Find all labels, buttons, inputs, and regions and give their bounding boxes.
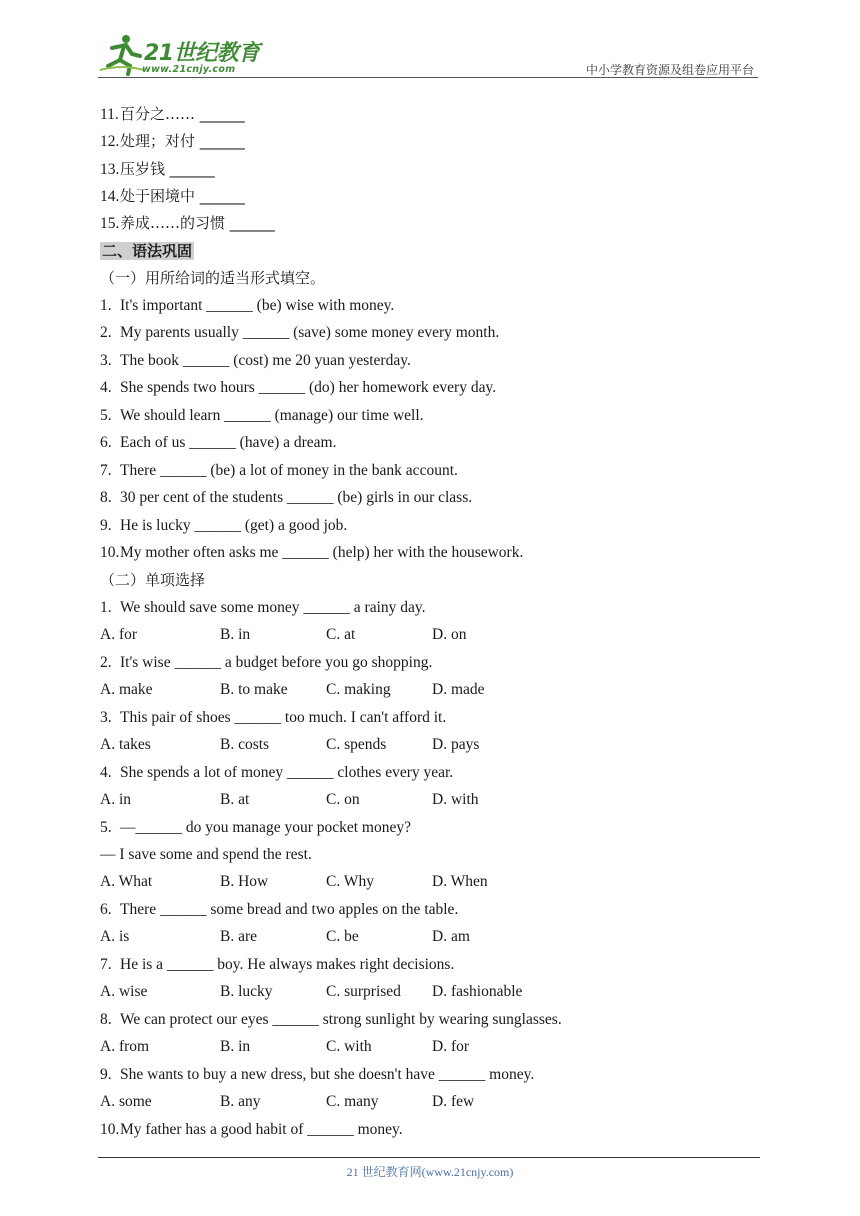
option-c: C. spends (326, 736, 387, 753)
mc-question: 4. She spends a lot of money ______ clothes every year. (100, 764, 454, 781)
vocab-item: 13.压岁钱 ______ (100, 160, 215, 178)
option-b: B. How (220, 873, 269, 890)
vocab-item: 12.处理；对付 ______ (100, 132, 245, 150)
option-b: B. are (220, 928, 258, 945)
fill-item: 4. She spends two hours ______ (do) her homework every day. (100, 379, 497, 396)
option-d: D. am (432, 928, 470, 945)
part1-title: （一）用所给词的适当形式填空。 (100, 269, 326, 287)
option-d: D. few (432, 1093, 475, 1110)
mc-question: 8. We can protect our eyes ______ strong sunlight by wearing sunglasses. (100, 1011, 562, 1028)
option-d: D. made (432, 681, 485, 698)
option-c: C. on (326, 791, 360, 808)
option-a: A. wise (100, 983, 148, 1000)
option-c: C. Why (326, 873, 374, 890)
mc-question: 6. There ______ some bread and two apples on the table. (100, 901, 459, 918)
option-c: C. at (326, 626, 356, 643)
vocab-item: 11.百分之…… ______ (100, 105, 245, 123)
mc-question: 1. We should save some money ______ a rainy day. (100, 599, 426, 616)
logo-text: 21世纪教育 (144, 41, 260, 66)
fill-item: 3. The book ______ (cost) me 20 yuan yesterday. (100, 352, 411, 369)
option-b: B. lucky (220, 983, 273, 1000)
fill-item: 2. My parents usually ______ (save) some money every month. (100, 324, 500, 341)
fill-item: 10.My mother often asks me ______ (help) her with the housework. (100, 544, 524, 561)
section-heading: 二、语法巩固 (102, 242, 193, 260)
fill-item: 7. There ______ (be) a lot of money in the bank account. (100, 462, 458, 479)
option-b: B. in (220, 1038, 251, 1055)
option-b: B. to make (220, 681, 288, 698)
header-divider (98, 77, 758, 78)
option-a: A. takes (100, 736, 151, 753)
option-b: B. any (220, 1093, 261, 1110)
runner-logo-icon (98, 32, 146, 76)
option-a: A. for (100, 626, 138, 643)
option-c: C. making (326, 681, 391, 698)
option-d: D. pays (432, 736, 480, 753)
fill-item: 1. It's important ______ (be) wise with money. (100, 297, 395, 314)
mc-question: 3. This pair of shoes ______ too much. I can't afford it. (100, 709, 447, 726)
option-a: A. What (100, 873, 153, 890)
logo (98, 32, 268, 76)
fill-item: 5. We should learn ______ (manage) our time well. (100, 407, 424, 424)
logo-url: www.21cnjy.com (142, 64, 236, 75)
mc-dialogue-reply: — I save some and spend the rest. (100, 846, 312, 863)
option-a: A. is (100, 928, 130, 945)
footer-divider (98, 1157, 760, 1158)
option-b: B. in (220, 626, 251, 643)
page-header (98, 30, 760, 78)
option-a: A. some (100, 1093, 152, 1110)
fill-item: 8. 30 per cent of the students ______ (be) girls in our class. (100, 489, 473, 506)
option-c: C. with (326, 1038, 372, 1055)
vocab-item: 14.处于困境中 ______ (100, 187, 245, 205)
vocab-item: 15.养成……的习惯 ______ (100, 214, 275, 232)
option-c: C. be (326, 928, 359, 945)
part2-title: （二）单项选择 (100, 571, 206, 589)
option-c: C. many (326, 1093, 379, 1110)
platform-name: 中小学教育资源及组卷应用平台 (585, 63, 754, 77)
mc-question: 7. He is a ______ boy. He always makes right decisions. (100, 956, 455, 973)
option-a: A. from (100, 1038, 150, 1055)
option-c: C. surprised (326, 983, 401, 1000)
option-d: D. with (432, 791, 479, 808)
mc-question: 10.My father has a good habit of ______ money. (100, 1121, 403, 1138)
option-b: B. at (220, 791, 250, 808)
mc-question: 5. —______ do you manage your pocket money? (100, 819, 411, 836)
fill-item: 9. He is lucky ______ (get) a good job. (100, 517, 348, 534)
option-a: A. make (100, 681, 153, 698)
option-a: A. in (100, 791, 131, 808)
option-d: D. for (432, 1038, 470, 1055)
mc-question: 9. She wants to buy a new dress, but she doesn't have ______ money. (100, 1066, 535, 1083)
mc-question: 2. It's wise ______ a budget before you go shopping. (100, 654, 433, 671)
fill-item: 6. Each of us ______ (have) a dream. (100, 434, 337, 451)
option-d: D. on (432, 626, 467, 643)
option-b: B. costs (220, 736, 270, 753)
option-d: D. When (432, 873, 488, 890)
option-d: D. fashionable (432, 983, 523, 1000)
footer-text: 21 世纪教育网(www.21cnjy.com) (346, 1165, 514, 1179)
